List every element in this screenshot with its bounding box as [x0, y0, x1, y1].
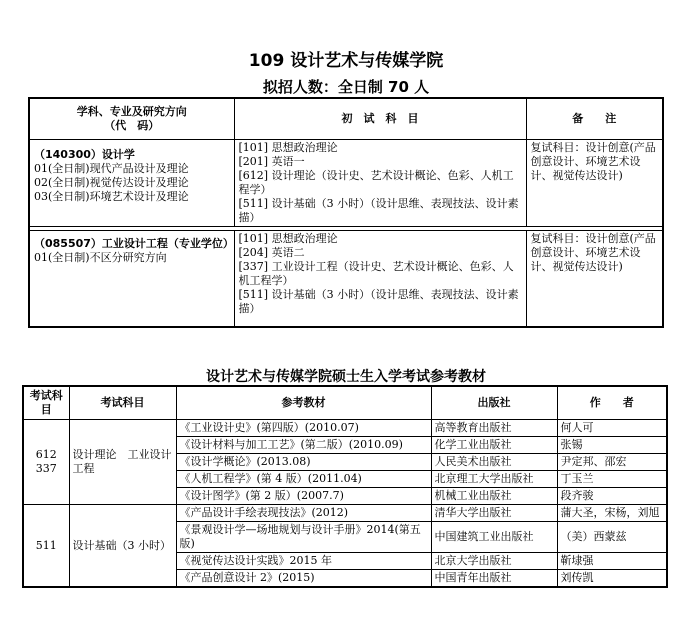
exam-code-cell: 511	[23, 505, 69, 588]
header-major-line2: （代 码）	[104, 119, 160, 132]
header-major	[29, 98, 234, 140]
author-cell: 靳埭强	[557, 553, 667, 570]
subject-item: [204] 英语二	[238, 246, 305, 259]
book-cell: 《视觉传达设计实践》2015 年	[176, 553, 431, 570]
author-cell: 蒲大圣，宋杨，刘旭	[557, 505, 667, 522]
exam-code: 337	[35, 462, 57, 475]
header-exam-code: 考试科目	[23, 386, 69, 420]
page-title: 109 设计艺术与传媒学院	[248, 51, 444, 71]
direction-item: 01(全日制)不区分研究方向	[34, 251, 167, 264]
header-author: 作 者	[557, 386, 667, 420]
exam-subject-cell: 设计基础（3 小时）	[69, 505, 176, 588]
reference-books-title: 设计艺术与传媒学院硕士生入学考试参考教材	[206, 369, 486, 385]
book-cell: 《产品创意设计 2》(2015)	[176, 570, 431, 588]
publisher-cell: 中国建筑工业出版社	[431, 522, 557, 553]
subject-item: [201] 英语一	[238, 155, 305, 168]
direction-item: 02(全日制)视觉传达设计及理论	[34, 176, 189, 189]
author-cell: 何人可	[557, 420, 667, 437]
direction-item: 03(全日制)环境艺术设计及理论	[34, 190, 189, 203]
table-row	[29, 231, 663, 327]
subject-item: [337] 工业设计工程（设计史、艺术设计概论、色彩、人机工程学）	[238, 260, 514, 287]
author-cell: （美）西蒙兹	[557, 522, 667, 553]
book-cell: 《工业设计史》(第四版）(2010.07)	[176, 420, 431, 437]
book-cell: 《设计学概论》(2013.08)	[176, 454, 431, 471]
subject-item: [612] 设计理论（设计史、艺术设计概论、色彩、人机工程学）	[238, 169, 514, 196]
publisher-cell: 北京大学出版社	[431, 553, 557, 570]
exam-code-cell	[23, 420, 69, 505]
author-cell: 段齐骏	[557, 488, 667, 505]
author-cell: 丁玉兰	[557, 471, 667, 488]
publisher-cell: 高等教育出版社	[431, 420, 557, 437]
exam-code: 612	[35, 448, 57, 461]
reference-books-table	[22, 385, 668, 588]
publisher-cell: 清华大学出版社	[431, 505, 557, 522]
exam-subjects-table	[28, 97, 664, 328]
header-major-line1: 学科、专业及研究方向	[76, 105, 187, 118]
publisher-cell: 人民美术出版社	[431, 454, 557, 471]
subject-item: [511] 设计基础（3 小时）（设计思维、表现技法、设计素描）	[238, 288, 519, 315]
table-row	[23, 420, 667, 437]
author-cell: 尹定邦、邵宏	[557, 454, 667, 471]
exam-table-header-row	[29, 98, 663, 140]
book-cell: 《产品设计手绘表现技法》(2012)	[176, 505, 431, 522]
header-exam-subject: 考试科目	[69, 386, 176, 420]
book-cell: 《景观设计学—场地规划与设计手册》2014(第五版)	[176, 522, 431, 553]
subjects-cell	[234, 231, 526, 327]
header-notes: 备 注	[526, 98, 663, 140]
publisher-cell: 化学工业出版社	[431, 437, 557, 454]
book-cell: 《设计材料与加工工艺》(第二版）(2010.09)	[176, 437, 431, 454]
author-cell: 张锡	[557, 437, 667, 454]
publisher-cell: 中国青年出版社	[431, 570, 557, 588]
header-reference-book: 参考教材	[176, 386, 431, 420]
subjects-cell	[234, 140, 526, 227]
books-table-header-row	[23, 386, 667, 420]
publisher-cell: 北京理工大学出版社	[431, 471, 557, 488]
note-cell: 复试科目：设计创意(产品创意设计、环境艺术设计、视觉传达设计)	[526, 231, 663, 327]
major-name: （140300）设计学	[34, 148, 135, 161]
major-cell	[29, 140, 234, 227]
major-cell	[29, 231, 234, 327]
publisher-cell: 机械工业出版社	[431, 488, 557, 505]
header-subjects: 初 试 科 目	[234, 98, 526, 140]
direction-item: 01(全日制)现代产品设计及理论	[34, 162, 189, 175]
subject-item: [101] 思想政治理论	[238, 232, 338, 245]
subject-item: [511] 设计基础（3 小时）（设计思维、表现技法、设计素描）	[238, 197, 519, 224]
exam-subject-cell: 设计理论 工业设计工程	[69, 420, 176, 505]
table-row	[23, 505, 667, 522]
table-row	[29, 140, 663, 227]
book-cell: 《人机工程学》(第 4 版）(2011.04)	[176, 471, 431, 488]
enrollment-subtitle: 拟招人数：全日制 70 人	[262, 78, 430, 96]
author-cell: 刘传凯	[557, 570, 667, 588]
subject-item: [101] 思想政治理论	[238, 141, 338, 154]
major-name: （085507）工业设计工程（专业学位）	[34, 237, 234, 250]
book-cell: 《设计图学》(第 2 版）(2007.7)	[176, 488, 431, 505]
header-publisher: 出版社	[431, 386, 557, 420]
note-cell: 复试科目：设计创意(产品创意设计、环境艺术设计、视觉传达设计)	[526, 140, 663, 227]
